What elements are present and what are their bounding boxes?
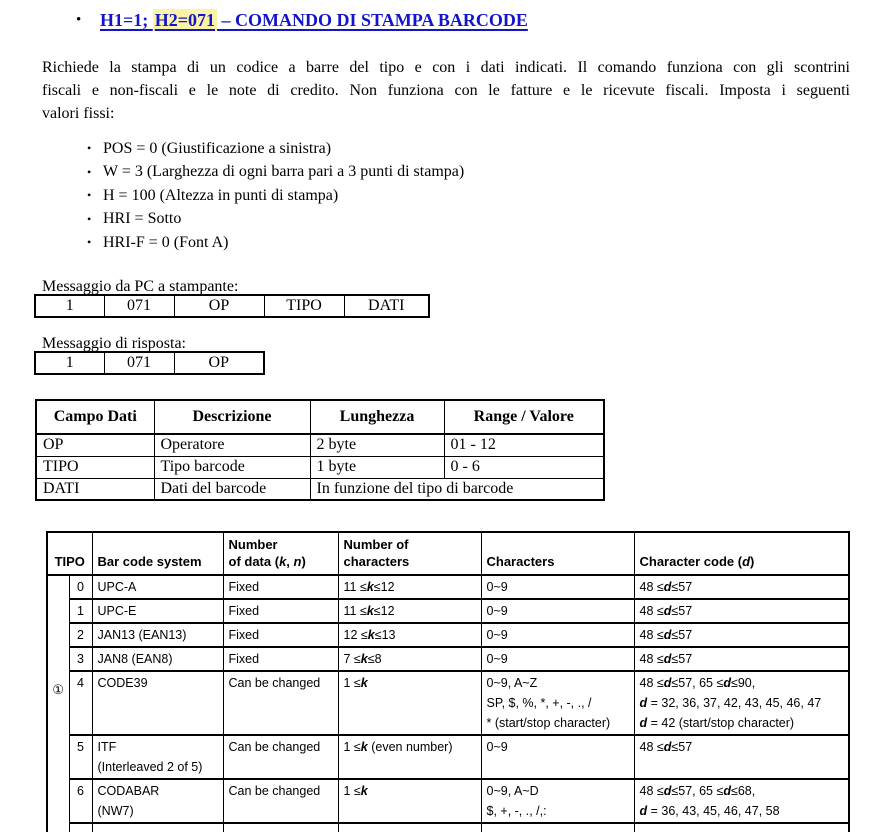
table-cell: 1 byte [310, 456, 444, 478]
table-row [36, 456, 604, 478]
table-cell: TIPO [36, 456, 154, 478]
barcode-cell-numdata: Can be changed [223, 735, 338, 779]
table-header-cell: Bar code system [92, 532, 223, 575]
barcode-cell-numchars: 11 ≤k≤12 [338, 599, 481, 623]
message-cell: 071 [104, 352, 174, 374]
table-header-cell: Descrizione [154, 400, 310, 434]
barcode-cell-numchars: 11 ≤k≤12 [338, 575, 481, 599]
barcode-cell-tipo: 5 [69, 735, 92, 779]
barcode-cell-tipo: 0 [69, 575, 92, 599]
table-header-cell: Character code (d) [634, 532, 849, 575]
barcode-cell-characters: 0~9, A~D $, +, -, ., /,: [481, 779, 634, 823]
footnote-marker: ① [47, 575, 69, 832]
barcode-cell-tipo: 6 [69, 779, 92, 823]
table-cell: 2 byte [310, 434, 444, 456]
table-header-cell: Range / Valore [444, 400, 604, 434]
fixed-value-text: W = 3 (Larghezza di ogni barra pari a 3 punti di stampa) [103, 163, 465, 181]
barcode-cell-charcode: 48 ≤d≤57, 65 ≤d≤68, d = 36, 43, 45, 46, 47, 58 [634, 779, 849, 823]
barcode-cell-numdata: Can be changed [223, 671, 338, 735]
barcode-cell-charcode [634, 823, 849, 832]
bullet-icon [87, 235, 103, 250]
barcode-cell-numdata [223, 823, 338, 832]
barcode-cell-tipo: 4 [69, 671, 92, 735]
table-header-row [36, 400, 604, 434]
barcode-cell-numchars: 1 ≤k [338, 671, 481, 735]
barcode-cell-numdata: Can be changed [223, 779, 338, 823]
barcode-cell-tipo: 1 [69, 599, 92, 623]
intro-line: valori fissi: [42, 105, 115, 122]
table-cell: In funzione del tipo di barcode [310, 478, 604, 500]
fields-table [35, 399, 605, 501]
barcode-cell-numdata: Fixed [223, 599, 338, 623]
response-message-label: Messaggio di risposta: [42, 335, 186, 352]
table-row [47, 599, 849, 623]
barcode-cell-characters: 0~9 [481, 647, 634, 671]
message-cell: 1 [35, 295, 104, 317]
barcode-cell-system: ITF (Interleaved 2 of 5) [92, 735, 223, 779]
barcode-cell-numdata: Fixed [223, 647, 338, 671]
table-row [47, 779, 849, 823]
barcode-cell-numchars: 1 ≤k (even number) [338, 735, 481, 779]
pc-message-table [34, 294, 430, 318]
barcode-cell-tipo [69, 823, 92, 832]
fixed-value-text: H = 100 (Altezza in punti di stampa) [103, 186, 339, 204]
table-row [47, 575, 849, 599]
table-row [47, 647, 849, 671]
barcode-cell-system: UPC-A [92, 575, 223, 599]
list-item [87, 184, 464, 208]
barcode-cell-system [92, 823, 223, 832]
barcode-cell-numdata: Fixed [223, 575, 338, 599]
table-cell: 0 - 6 [444, 456, 604, 478]
barcode-cell-tipo: 2 [69, 623, 92, 647]
barcode-cell-charcode: 48 ≤d≤57, 65 ≤d≤90, d = 32, 36, 37, 42, 43, 45, 46, 47 d = 42 (start/stop character) [634, 671, 849, 735]
barcode-cell-numchars: 1 ≤k [338, 779, 481, 823]
fixed-values-list [87, 137, 464, 255]
barcode-cell-system: CODE39 [92, 671, 223, 735]
table-cell: Tipo barcode [154, 456, 310, 478]
fixed-value-text: HRI-F = 0 (Font A) [103, 233, 229, 251]
bullet-icon [76, 8, 100, 32]
table-cell: DATI [36, 478, 154, 500]
list-item [87, 231, 464, 255]
table-header-cell: Number of characters [338, 532, 481, 575]
barcode-cell-tipo: 3 [69, 647, 92, 671]
table-row [35, 352, 264, 374]
barcode-cell-characters [481, 823, 634, 832]
message-cell: 071 [104, 295, 174, 317]
barcode-cell-system: CODABAR (NW7) [92, 779, 223, 823]
intro-line: fiscali e non-fiscali e le note di credito. Non funziona con le fatture e le ricevute fiscali. Imposta i seguenti [42, 82, 850, 99]
bullet-icon [87, 165, 103, 180]
table-header-cell: Number of data (k, n) [223, 532, 338, 575]
message-cell: TIPO [264, 295, 344, 317]
barcode-cell-charcode: 48 ≤d≤57 [634, 735, 849, 779]
table-row [47, 735, 849, 779]
fixed-value-text: HRI = Sotto [103, 210, 182, 228]
table-header-cell: Lunghezza [310, 400, 444, 434]
barcode-cell-charcode: 48 ≤d≤57 [634, 623, 849, 647]
table-row [47, 623, 849, 647]
fixed-value-text: POS = 0 (Giustificazione a sinistra) [103, 139, 332, 157]
page-title[interactable] [100, 8, 528, 32]
table-cell: 01 - 12 [444, 434, 604, 456]
highlighted-command-code: H2=071 [154, 10, 216, 30]
table-header-cell: TIPO [47, 532, 92, 575]
table-row [36, 478, 604, 500]
list-item [87, 161, 464, 185]
bullet-icon [87, 212, 103, 227]
table-header-row [47, 532, 849, 575]
table-row-partial [47, 823, 849, 832]
barcode-cell-system: JAN13 (EAN13) [92, 623, 223, 647]
barcode-cell-characters: 0~9 [481, 735, 634, 779]
table-header-cell: Characters [481, 532, 634, 575]
barcode-cell-numdata: Fixed [223, 623, 338, 647]
table-cell: OP [36, 434, 154, 456]
barcode-cell-characters: 0~9 [481, 599, 634, 623]
barcode-cell-system: JAN8 (EAN8) [92, 647, 223, 671]
barcode-cell-numchars: 12 ≤k≤13 [338, 623, 481, 647]
barcode-table [46, 531, 850, 832]
list-item [87, 137, 464, 161]
barcode-cell-charcode: 48 ≤d≤57 [634, 599, 849, 623]
pc-message-label: Messaggio da PC a stampante: [42, 278, 239, 295]
title-command-name: – COMANDO DI STAMPA BARCODE [217, 10, 528, 30]
message-cell: OP [174, 295, 264, 317]
intro-line: Richiede la stampa di un codice a barre del tipo e con i dati indicati. Il comando funziona con gli scontrini [42, 59, 850, 76]
table-cell: Dati del barcode [154, 478, 310, 500]
barcode-cell-charcode: 48 ≤d≤57 [634, 647, 849, 671]
heading-row [76, 8, 528, 32]
barcode-cell-numchars: 7 ≤k≤8 [338, 647, 481, 671]
table-cell: Operatore [154, 434, 310, 456]
list-item [87, 208, 464, 232]
barcode-cell-numchars [338, 823, 481, 832]
barcode-cell-charcode: 48 ≤d≤57 [634, 575, 849, 599]
table-row [47, 671, 849, 735]
barcode-cell-characters: 0~9, A~Z SP, $, %, *, +, -, ., / * (start/stop character) [481, 671, 634, 735]
intro-paragraph [42, 56, 850, 125]
message-cell: OP [174, 352, 264, 374]
barcode-cell-system: UPC-E [92, 599, 223, 623]
title-command-ids: H1=1; [100, 10, 153, 30]
message-cell: DATI [344, 295, 429, 317]
table-header-cell: Campo Dati [36, 400, 154, 434]
barcode-cell-characters: 0~9 [481, 575, 634, 599]
table-row [35, 295, 429, 317]
table-row [36, 434, 604, 456]
bullet-icon [87, 188, 103, 203]
bullet-icon [87, 141, 103, 156]
barcode-cell-characters: 0~9 [481, 623, 634, 647]
message-cell: 1 [35, 352, 104, 374]
response-message-table [34, 351, 265, 375]
